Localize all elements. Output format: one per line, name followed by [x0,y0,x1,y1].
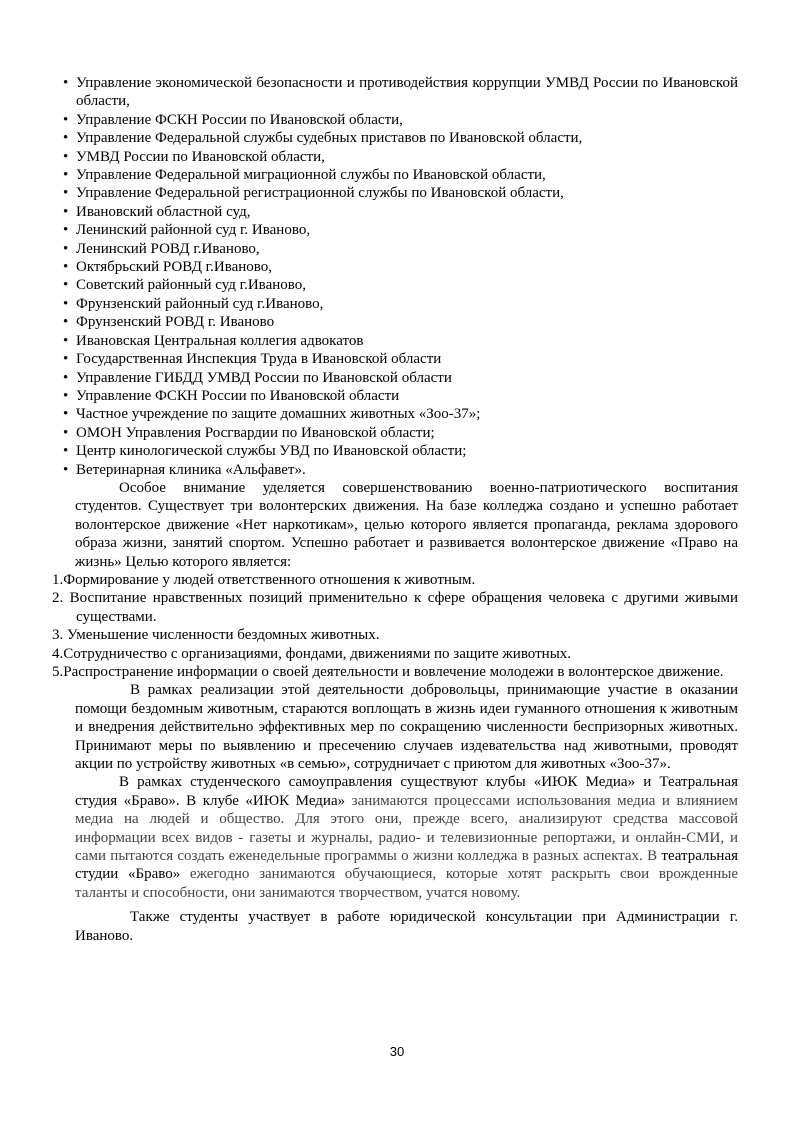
list-item: • УМВД России по Ивановской области, [62,148,738,166]
list-item: • Ивановский областной суд, [62,203,738,221]
list-item: • ОМОН Управления Росгвардии по Ивановской области; [62,424,738,442]
list-item: • Ивановская Центральная коллегия адвокатов [62,332,738,350]
list-item: • Управление Федеральной миграционной службы по Ивановской области, [62,166,738,184]
list-item: • Частное учреждение по защите домашних животных «Зоо-37»; [62,405,738,423]
goal-item: 5.Распространение информации о своей деятельности и вовлечение молодежи в волонтерское движение. [52,664,724,680]
list-item: • Управление экономической безопасности и противодействия коррупции УМВД России по Ивановской области, [62,74,738,111]
list-item: • Государственная Инспекция Труда в Ивановской области [62,350,738,368]
document-page [52,74,738,945]
organizations-list [62,74,738,479]
volunteer-section [62,479,738,571]
legal-section [62,908,738,945]
activity-section [62,681,738,773]
goals-list [52,571,738,681]
list-item: • Ленинский районной суд г. Иваново, [62,221,738,239]
volunteer-paragraph: Особое внимание уделяется совершенствованию военно-патриотического воспитания студентов. Существует три волонтерских движения. На базе колледжа создано и успешно работает волонтерское движение «Нет наркотикам», целью которого является пропаганда, реклама здорового образа жизни, занятий спортом. Успешно работает и развивается волонтерское движение «Право на жизнь» Целью которого является: [75,479,738,570]
list-item: • Октябрьский РОВД г.Иваново, [62,258,738,276]
list-item: • Управление Федеральной регистрационной службы по Ивановской области, [62,184,738,202]
goal-item: 1.Формирование у людей ответственного отношения к животным. [52,571,476,588]
list-item: • Центр кинологической службы УВД по Ивановской области; [62,442,738,460]
clubs-text-b: занимаются процессами использования медиа и влиянием медиа на людей и общество. Для этого они, прежде всего, анализируют средства массовой информации всех видов - газеты и журналы, радио- и телевизионные репортажи, и онлайн-СМИ, и сами пытаются создать еженедельные программы о жизни колледжа в разных аспектах. В [75,792,738,865]
clubs-text-d: ежегодно занимаются обучающиеся, которые хотят раскрыть свои врожденные таланты и способности, они занимаются творчеством, учатся новому. [75,866,738,901]
list-item: • Ветеринарная клиника «Альфавет». [62,461,738,479]
list-item: • Фрунзенский районный суд г.Иваново, [62,295,738,313]
list-item: • Фрунзенский РОВД г. Иваново [62,313,738,331]
activity-paragraph: В рамках реализации этой деятельности добровольцы, принимающие участие в оказании помощи бездомным животным, стараются воплощать в жизнь идеи гуманного отношения к животным и внедрения действительно эффективных мер по сокращению численности беспризорных животных. Принимают меры по выявлению и пресечению случаев издевательства над животными, проводят акции по устройству животных «в семью», сотрудничает с приютом для животных «Зоо-37». [75,682,738,773]
clubs-paragraph [62,773,738,902]
list-item: • Управление ФСКН России по Ивановской области [62,387,738,405]
page-number: 30 [389,1044,405,1059]
goal-item: 4.Сотрудничество с организациями, фондами, движениями по защите животных. [52,645,572,662]
list-item: • Управление Федеральной службы судебных приставов по Ивановской области, [62,129,738,147]
goal-item: 2. Воспитание нравственных позиций применительно к сфере обращения человека с другими живыми существами. [52,590,738,625]
goal-item: 3. Уменьшение численности бездомных животных. [52,627,380,644]
list-item: • Управление ФСКН России по Ивановской области, [62,111,738,129]
list-item: • Ленинский РОВД г.Иваново, [62,240,738,258]
clubs-text-a: В рамках студенческого самоуправления существуют клубы «ИЮК Медиа» и Театральная студия «Браво». В клубе «ИЮК Медиа» [75,774,738,809]
legal-paragraph: Также студенты участвует в работе юридической консультации при Администрации г. Иваново. [75,909,738,944]
list-item: • Управление ГИБДД УМВД России по Ивановской области [62,369,738,387]
list-item: • Советский районный суд г.Иваново, [62,276,738,294]
clubs-text-c: театральная студии «Браво» [75,848,738,883]
